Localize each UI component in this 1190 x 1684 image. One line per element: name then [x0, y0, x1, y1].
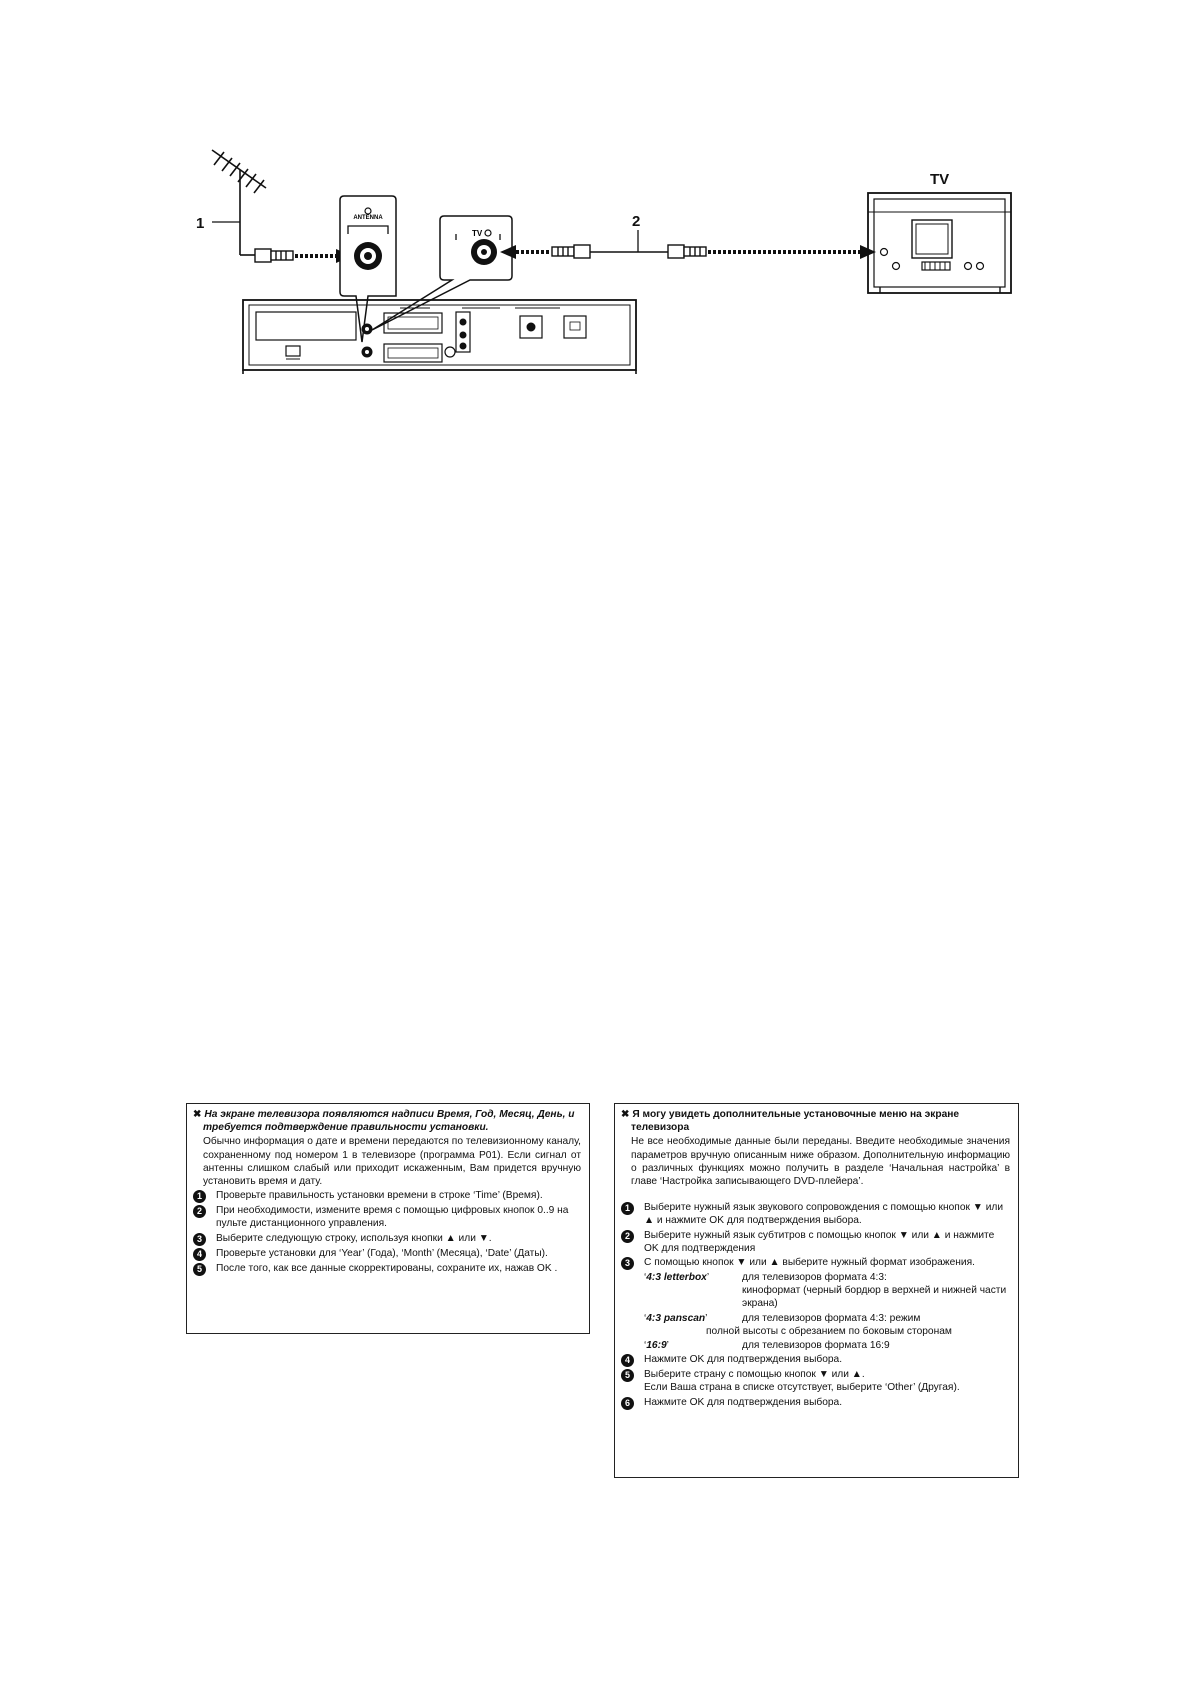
step-text: Проверьте установки для ‘Year’ (Года), ‘Month’ (Месяца), ‘Date’ (Даты). [216, 1247, 548, 1259]
step-item [621, 1201, 1010, 1227]
step-number: 4 [193, 1248, 206, 1261]
step-text: Нажмите OK для подтверждения выбора. [644, 1396, 843, 1408]
format-option: ‘16:9’ для телевизоров формата 16:9 [644, 1339, 1010, 1352]
cable-2-label: 2 [632, 213, 641, 230]
format-desc: для телевизоров формата 4:3: [742, 1272, 887, 1284]
antenna-icon [212, 150, 266, 255]
step-text-group [644, 1368, 1010, 1394]
box-title-text: На экране телевизора появляются надписи Время, Год, Месяц, День, и требуется подтверждение правильности установки. [203, 1109, 575, 1134]
step-text: Проверьте правильность установки времени в строке ‘Time’ (Время). [216, 1190, 543, 1202]
antenna-plug-icon [255, 249, 293, 262]
step-item [193, 1189, 581, 1203]
box-intro: Не все необходимые данные были переданы. Введите необходимые значения параметров вручную описанным ниже образом. Дополнительную информацию о различных функциях можно получить в разделе ‘Начальная настройка’ в главе ‘Настройка записывающего DVD-плейера’. [631, 1136, 1010, 1188]
format-key: 4:3 panscan [646, 1312, 706, 1324]
step-number: 4 [621, 1354, 634, 1367]
step-number: 1 [621, 1202, 634, 1215]
box-intro: Обычно информация о дате и времени передаются по телевизионному каналу, сохраненному под номером 1 в телевизоре (программа P01). Если сигнал от антенны слишком слабый или приходит искаженным, Вам придется вручную установить время и дату. [203, 1136, 581, 1188]
cross-icon: ✖ [621, 1109, 630, 1120]
step-number: 5 [621, 1369, 634, 1382]
step-item [621, 1396, 1010, 1410]
step-text: Выберите страну с помощью кнопок ▼ или ▲. [644, 1369, 865, 1381]
step-item [193, 1247, 581, 1261]
step-text: Выберите нужный язык субтитров с помощью кнопок ▼ или ▲ и нажмите OK для подтверждения [644, 1229, 995, 1254]
dvd-recorder-icon [243, 300, 636, 374]
step-number: 3 [621, 1257, 634, 1270]
tv-cable-plug-left-icon [552, 245, 590, 258]
format-options [644, 1271, 1010, 1352]
format-key: 4:3 letterbox [646, 1272, 707, 1284]
arrow-to-tv-icon [708, 245, 876, 259]
step-number: 5 [193, 1263, 206, 1276]
box-title [193, 1108, 581, 1134]
cross-icon: ✖ [193, 1109, 202, 1120]
tv-socket-label: TV [472, 229, 483, 238]
step-extra-text: Если Ваша страна в списке отсутствует, выберите ‘Other’ (Другая). [644, 1382, 960, 1394]
info-box-time-date [186, 1103, 590, 1334]
tv-icon [868, 193, 1011, 293]
cable-1-label: 1 [196, 215, 205, 232]
step-item [621, 1229, 1010, 1255]
format-option: ‘4:3 letterbox’ для телевизоров формата 4:3: [644, 1271, 1010, 1284]
step-number: 2 [193, 1205, 206, 1218]
antenna-socket-label: ANTENNA [353, 215, 383, 221]
step-item [193, 1204, 581, 1230]
box-title-text: Я могу увидеть дополнительные установочные меню на экране телевизора [631, 1109, 960, 1134]
format-desc: для телевизоров формата 16:9 [742, 1340, 890, 1352]
step-item [621, 1353, 1010, 1367]
box-title [621, 1108, 1010, 1134]
step-item [193, 1262, 581, 1276]
format-desc-cont: полной высоты с обрезанием по боковым сторонам [706, 1325, 952, 1337]
step-number: 6 [621, 1397, 634, 1410]
step-number: 3 [193, 1233, 206, 1246]
tv-label: TV [930, 171, 950, 188]
step-text: Выберите нужный язык звукового сопровождения с помощью кнопок ▼ или ▲ и нажмите OK для подтверждения выбора. [644, 1202, 1004, 1227]
step-number: 2 [621, 1230, 634, 1243]
connection-diagram [0, 0, 1190, 400]
step-text: Выберите следующую строку, используя кнопки ▲ или ▼. [216, 1232, 492, 1244]
step-text: После того, как все данные скорректированы, сохраните их, нажав OK . [216, 1262, 558, 1274]
step-item [621, 1368, 1010, 1394]
step-text: С помощью кнопок ▼ или ▲ выберите нужный формат изображения. [644, 1257, 975, 1269]
format-option: ‘4:3 panscan’ для телевизоров формата 4:3: режим [644, 1312, 1010, 1325]
step-text: При необходимости, измените время с помощью цифровых кнопок 0..9 на пульте дистанционного управления. [216, 1205, 569, 1230]
format-desc: для телевизоров формата 4:3: режим [742, 1312, 921, 1324]
format-key: 16:9 [646, 1340, 667, 1352]
info-box-setup-menus [614, 1103, 1019, 1478]
step-item [621, 1256, 1010, 1270]
tv-cable-plug-right-icon [668, 245, 706, 258]
format-desc-cont: киноформат (черный бордюр в верхней и нижней части экрана) [742, 1285, 1007, 1310]
step-text: Нажмите OK для подтверждения выбора. [644, 1354, 843, 1366]
step-number: 1 [193, 1190, 206, 1203]
step-item [193, 1232, 581, 1246]
